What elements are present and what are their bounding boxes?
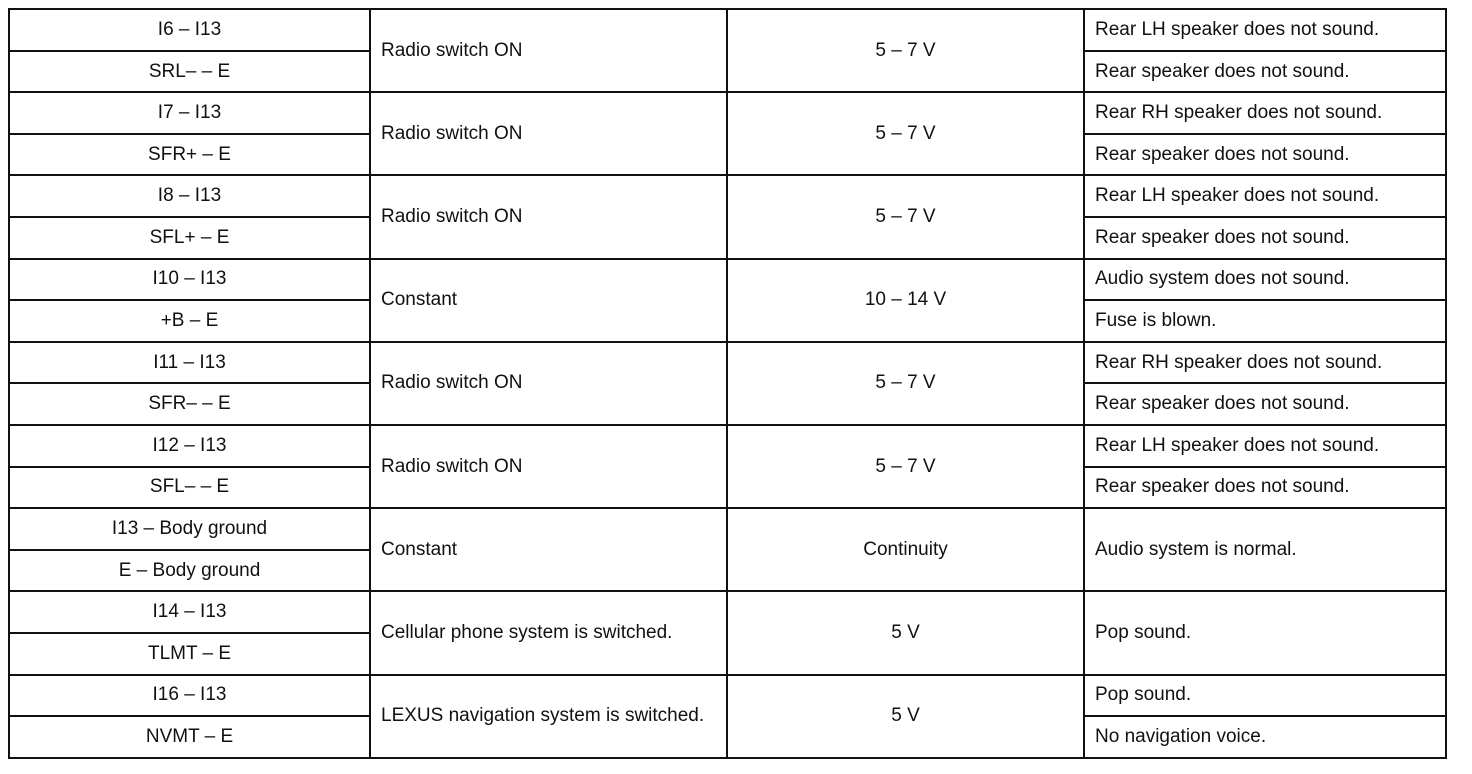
trouble-result-cell: Rear speaker does not sound. <box>1084 51 1446 93</box>
terminal-connection-cell: I7 – I13 <box>9 92 370 134</box>
table-row <box>9 425 1446 467</box>
condition-cell: Radio switch ON <box>370 92 727 175</box>
table-row <box>9 9 1446 51</box>
terminal-connection-cell: SFR+ – E <box>9 134 370 176</box>
terminal-connection-cell: I12 – I13 <box>9 425 370 467</box>
specified-condition-cell: 10 – 14 V <box>727 259 1084 342</box>
condition-cell: Radio switch ON <box>370 342 727 425</box>
terminal-connection-cell: I16 – I13 <box>9 675 370 717</box>
trouble-result-cell: Rear LH speaker does not sound. <box>1084 175 1446 217</box>
trouble-result-cell: Rear speaker does not sound. <box>1084 134 1446 176</box>
terminal-connection-cell: I10 – I13 <box>9 259 370 301</box>
specified-condition-cell: 5 – 7 V <box>727 342 1084 425</box>
terminal-connection-cell: I14 – I13 <box>9 591 370 633</box>
terminal-connection-cell: +B – E <box>9 300 370 342</box>
condition-cell: Cellular phone system is switched. <box>370 591 727 674</box>
trouble-result-cell: Audio system does not sound. <box>1084 259 1446 301</box>
table-body <box>9 9 1446 758</box>
specified-condition-cell: 5 – 7 V <box>727 425 1084 508</box>
terminal-connection-cell: SFL+ – E <box>9 217 370 259</box>
trouble-result-cell: Rear speaker does not sound. <box>1084 217 1446 259</box>
terminal-connection-cell: I13 – Body ground <box>9 508 370 550</box>
specified-condition-cell: 5 V <box>727 675 1084 758</box>
condition-cell: Radio switch ON <box>370 175 727 258</box>
table-row <box>9 591 1446 633</box>
trouble-result-cell: Pop sound. <box>1084 675 1446 717</box>
terminal-inspection-table <box>8 8 1447 759</box>
table-row <box>9 259 1446 301</box>
table-row <box>9 342 1446 384</box>
trouble-result-cell: Rear RH speaker does not sound. <box>1084 342 1446 384</box>
table-row <box>9 92 1446 134</box>
trouble-result-cell: No navigation voice. <box>1084 716 1446 758</box>
specified-condition-cell: Continuity <box>727 508 1084 591</box>
table-row <box>9 508 1446 550</box>
trouble-result-cell: Pop sound. <box>1084 591 1446 674</box>
condition-cell: Constant <box>370 508 727 591</box>
trouble-result-cell: Audio system is normal. <box>1084 508 1446 591</box>
terminal-connection-cell: I6 – I13 <box>9 9 370 51</box>
condition-cell: Constant <box>370 259 727 342</box>
table-row <box>9 675 1446 717</box>
terminal-connection-cell: SFR– – E <box>9 383 370 425</box>
trouble-result-cell: Rear LH speaker does not sound. <box>1084 425 1446 467</box>
condition-cell: Radio switch ON <box>370 9 727 92</box>
trouble-result-cell: Fuse is blown. <box>1084 300 1446 342</box>
inspection-table-container <box>8 8 1447 759</box>
terminal-connection-cell: SFL– – E <box>9 467 370 509</box>
trouble-result-cell: Rear RH speaker does not sound. <box>1084 92 1446 134</box>
specified-condition-cell: 5 V <box>727 591 1084 674</box>
condition-cell: Radio switch ON <box>370 425 727 508</box>
terminal-connection-cell: E – Body ground <box>9 550 370 592</box>
condition-cell: LEXUS navigation system is switched. <box>370 675 727 758</box>
specified-condition-cell: 5 – 7 V <box>727 9 1084 92</box>
terminal-connection-cell: I8 – I13 <box>9 175 370 217</box>
terminal-connection-cell: SRL– – E <box>9 51 370 93</box>
specified-condition-cell: 5 – 7 V <box>727 92 1084 175</box>
trouble-result-cell: Rear speaker does not sound. <box>1084 467 1446 509</box>
terminal-connection-cell: TLMT – E <box>9 633 370 675</box>
table-row <box>9 175 1446 217</box>
terminal-connection-cell: I11 – I13 <box>9 342 370 384</box>
terminal-connection-cell: NVMT – E <box>9 716 370 758</box>
trouble-result-cell: Rear speaker does not sound. <box>1084 383 1446 425</box>
specified-condition-cell: 5 – 7 V <box>727 175 1084 258</box>
trouble-result-cell: Rear LH speaker does not sound. <box>1084 9 1446 51</box>
